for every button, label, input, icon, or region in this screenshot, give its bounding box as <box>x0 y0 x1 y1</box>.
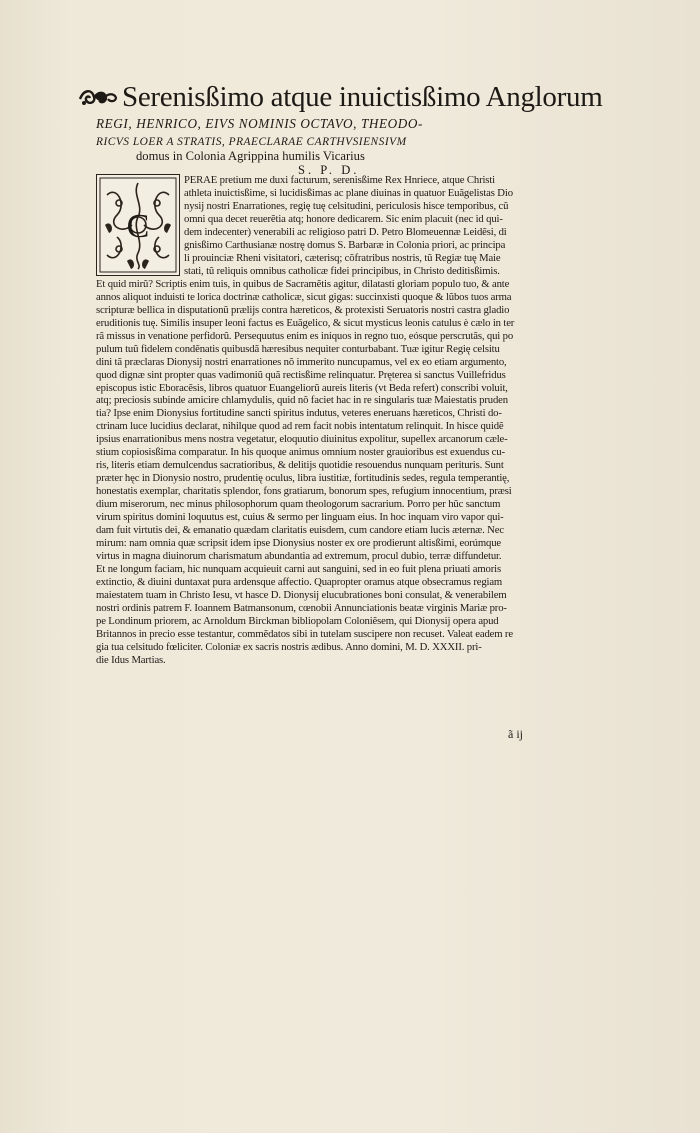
signature-mark: ã ij <box>508 727 523 741</box>
salutation: S. P. D. <box>298 163 360 177</box>
body-line: maiestatem tuam in Christo Iesu, vt hasce D. Dionysij elucubrationes boni consulat, & venerabilem <box>96 589 507 601</box>
body-line: annos aliquot induisti te lorica doctrinæ catholicæ, sicut gigas: succinxisti quoque & lũbos tuos arma <box>96 290 512 303</box>
body-line: ctrinam luce lucidius declarat, nihilque quod ad rem facit nobis intentatum relinquit. In hisce quidẽ <box>96 420 504 433</box>
body-line: eruditionis tuę. Similis insuper leoni factus es Euãgelico, & sicut mysticus leonis catulus è cælo in ter <box>96 316 515 329</box>
body-line: tia? Ipse enim Dionysius fortitudine sancti spiritus indutus, veteres eneruans hæreticos, Christi do- <box>96 407 502 420</box>
heading-line <box>78 81 603 113</box>
body-line: omni qua decet reuerẽtia atq; honore dedicarem. Sic enim placuit (nec id qui- <box>184 212 503 225</box>
subheading-line-1: REGI, HENRICO, EIVS NOMINIS OCTAVO, THEODO- <box>96 116 424 131</box>
body-line: dem indecenter) venerabili ac religioso patri D. Petro Blomeuennæ Leidẽsi, di <box>184 225 507 238</box>
body-line: die Idus Martias. <box>96 653 166 666</box>
initial-letter: C <box>126 208 150 245</box>
body-line: dium miserorum, nec minus philosophorum quam theologorum sacrarium. Porro per hũc sanctum <box>96 498 501 511</box>
subheading-line-3: domus in Colonia Agrippina humilis Vicarius <box>136 149 365 163</box>
fleuron-ornament-icon <box>78 85 118 109</box>
body-line: scripturæ bellica in disputationũ prælijs contra hæreticos, & protexisti Seruatoris nostri castra gladio <box>96 303 510 316</box>
subheading-line-2: RICVS LOER A STRATIS, PRAECLARAE CARTHVSIENSIVM <box>96 136 407 148</box>
body-line: nostri ordinis patrem F. Ioannem Batmansonum, cœnobii Annunciationis beatæ virginis Mariæ pro- <box>96 601 507 614</box>
letter-body <box>96 174 600 667</box>
body-line: dini tã præclaras Dionysij nostri enarrationes nõ immerito nuncupamus, vel ex eo etiam argumento, <box>96 355 507 368</box>
body-line: stati, tũ reliquis omnibus catholicæ fidei principibus, in Christo deditisßimis. <box>184 264 500 277</box>
body-line: stium copiosisßima comparatur. In his quoque animus omnium noster grauioribus est exuendus cu- <box>96 446 505 459</box>
body-line: PERAE pretium me duxi facturum, serenisßime Rex Hnriece, atque Christi <box>184 174 495 186</box>
body-line: dam fuit virtutis dei, & emanatio quædam claritatis euisdem, cum candore etiam lucis æternæ. Nec <box>96 524 504 537</box>
body-line: episcopus istic Eboracẽsis, libros quatuor Euangeliorũ aureis literis (vt Beda refert) conscribi voluit, <box>96 381 508 394</box>
body-line: virum spiritus domini loquutus est, cuius & sermo per linguam eius. In hoc inquam viro vapor qui- <box>96 511 504 524</box>
body-line: nysij nostri Enarrationes, regię tuę celsitudini, periculosis hisce temporibus, cũ <box>184 199 509 212</box>
body-line: Britannos in precio esse testantur, commẽdatos sibi in tutelam suscipere non recuset. Valeat eadem re <box>96 627 513 640</box>
body-line: mirum: nam omnia quæ scripsit idem ipse Dionysius noster ex ore prodierunt altisßimi, eorúmque <box>96 537 502 550</box>
body-line: athleta inuictisßime, si lucidisßimas ac plane diuinas in quatuor Euãgelistas Dio <box>184 186 513 199</box>
body-line: pe Londinum priorem, ac Arnoldum Birckman bibliopolam Coloniẽsem, qui Dionysij opera apud <box>96 614 499 627</box>
body-line: Et quid mirũ? Scriptis enim tuis, in quibus de Sacramẽtis agitur, dilatasti gloriam populo tuo, & ante <box>96 277 510 290</box>
body-line: honestatis exemplar, charitatis splendor, fons gratiarum, bonorum spes, refugium innocentium, præsi <box>96 485 512 498</box>
body-line: præter hęc in Dionysio nostro, prudentię oculus, libra iustitiæ, fortitudinis sedes, regula temperantię, <box>96 472 510 485</box>
body-line: virtus in magna diuinorum charismatum abundantia ad extremum, procul dubio, terræ diffundetur. <box>96 550 502 563</box>
body-line: ris, literis etiam demulcendus sacratioribus, & delitijs quotidie resouendus nunquam perituris. Sunt <box>96 459 504 472</box>
body-line: rã missus in venatione perfidorũ. Persequutus enim es iniquos in regno tuo, eósque perscrutãs, qui po <box>96 329 514 342</box>
body-line: pulum tuũ fidelem condẽnatis quibusdã hæresibus nequiter conturbabant. Tuæ igitur Regię celsitu <box>96 342 500 355</box>
body-line: gnisßimo Carthusianæ nostrę domus S. Barbaræ in Colonia priori, ac principa <box>184 238 506 251</box>
body-line: extinctio, & diuini duntaxat pura ardensque affectio. Quapropter oramus atque obsecramus regiam <box>96 576 503 589</box>
body-line: li prouinciæ Rheni visitatori, cæterisq; cõfratribus nostris, tũ Regiæ tuę Maie <box>184 251 501 264</box>
body-line: ipsius enarrationibus mens nostra vegetatur, eloquutio diuinitus expolitur, supellex arcanorum cæle- <box>96 433 508 446</box>
body-line: Et ne longum faciam, hic nunquam acquieuit carni aut sanguini, sed in eo fuit plena priuati amoris <box>96 563 501 576</box>
heading-text: Serenisßimo atque inuictisßimo Anglorum <box>122 81 603 113</box>
body-line: atq; preciosis subinde amicire chlamydulis, quid nõ faciet hac in re singularis tuæ Maiestatis pruden <box>96 394 508 407</box>
body-line: quod dignæ sint propter quas vadimoniũ quã rectisßime relinquatur. Pręterea si sanctus Vuillefridus <box>96 368 506 381</box>
body-line: gia tua celsitudo fœliciter. Coloniæ ex sacris nostris ædibus. Anno domini, M. D. XXXII. pri- <box>96 640 482 653</box>
